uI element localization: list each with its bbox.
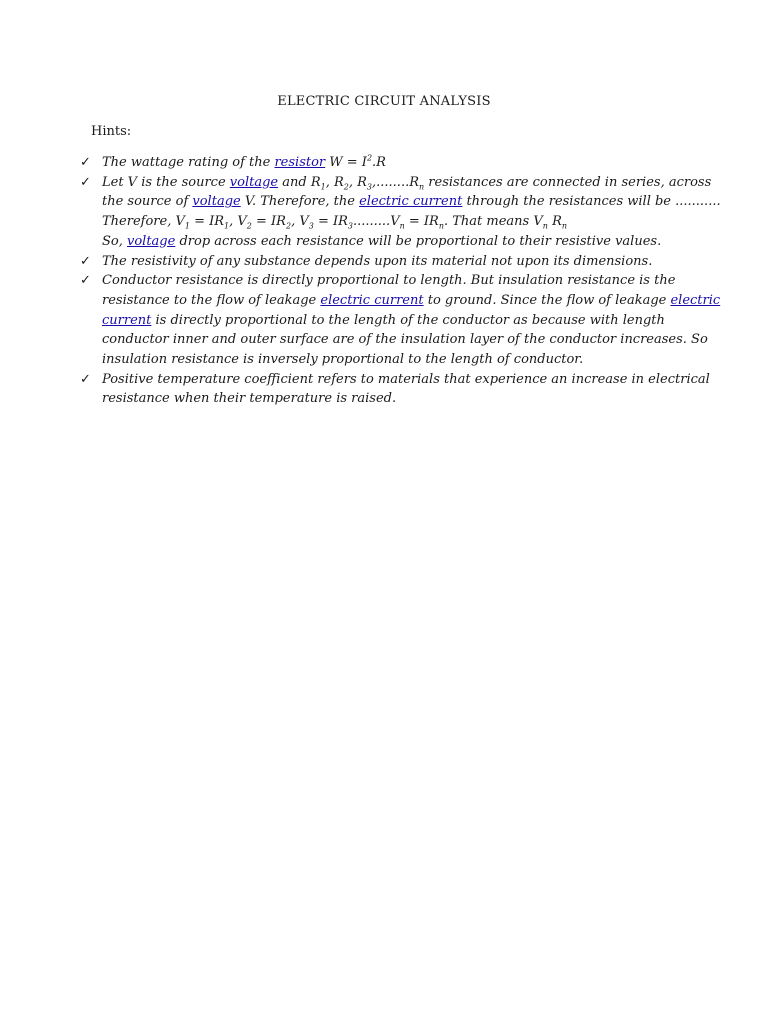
hint-text: and R: [278, 174, 321, 190]
hint-text: So,: [102, 233, 127, 249]
hint-text: to ground. Since the flow of leakage: [423, 292, 671, 308]
hint-item-series: [80, 173, 725, 252]
hint-text: = IR: [313, 214, 348, 230]
subscript: 3: [366, 182, 373, 192]
resistor-link[interactable]: resistor: [274, 155, 326, 170]
hint-text: , R: [325, 174, 344, 190]
checkmark-icon: ✓: [80, 371, 91, 387]
hint-text: = IR: [251, 214, 286, 230]
superscript: 2: [366, 153, 373, 163]
hint-text: , V: [291, 214, 309, 230]
hint-text: , R: [348, 174, 367, 190]
hint-text: Positive temperature coefficient refers to materials that experience an increase in electrical resistance when their temperature is raised.: [102, 371, 710, 407]
checkmark-icon: ✓: [80, 253, 91, 269]
subscript: 3: [308, 221, 314, 231]
subscript: 2: [343, 182, 349, 192]
hint-item-wattage: [80, 153, 725, 173]
hints-heading: Hints:: [91, 124, 132, 139]
voltage-link[interactable]: voltage: [229, 174, 279, 190]
hint-text: is directly proportional to the length of the conductor as because with length conductor inner and outer surface are of the insulation layer of the conductor increases. So insulation resistance is inversely proportional to the length of conductor.: [102, 312, 708, 368]
subscript: 2: [246, 221, 252, 231]
hint-text: resistances are connected in series, across the source of: [102, 174, 712, 210]
hint-text: through the resistances will be ........... Therefore, V: [102, 194, 721, 230]
subscript: n: [561, 221, 568, 231]
subscript: n: [542, 221, 548, 231]
checkmark-icon: ✓: [80, 174, 91, 190]
hint-item-resistivity: [80, 252, 725, 272]
checkmark-icon: ✓: [80, 273, 91, 289]
hint-text: W = I: [325, 155, 367, 170]
hint-text: The resistivity of any substance depends upon its material not upon its dimensions.: [102, 253, 653, 269]
hint-text: The wattage rating of the: [102, 155, 275, 170]
voltage-link[interactable]: voltage: [192, 194, 241, 210]
subscript: n: [419, 182, 425, 192]
subscript: 1: [320, 182, 326, 192]
hint-text: = IR: [189, 214, 225, 230]
subscript: n: [438, 221, 444, 231]
hint-text: R: [552, 214, 562, 230]
hint-text: V. Therefore, the: [240, 194, 360, 210]
hint-text: Conductor resistance is directly proportional to length. But insulation resistance is the resistance to the flow of leakage: [102, 273, 676, 308]
subscript: 1: [224, 221, 230, 231]
subscript: n: [399, 221, 405, 231]
page-title: ELECTRIC CIRCUIT ANALYSIS: [277, 94, 491, 109]
electric-current-link[interactable]: electric current: [320, 292, 424, 308]
voltage-link[interactable]: voltage: [127, 233, 176, 249]
hint-text: .R: [372, 155, 386, 170]
hint-text: ,........R: [372, 174, 419, 190]
subscript: 3: [347, 221, 353, 231]
electric-current-link[interactable]: electric current: [102, 292, 721, 328]
hint-text: , V: [229, 214, 247, 230]
subscript: 1: [184, 221, 190, 231]
electric-current-link[interactable]: electric current: [359, 194, 463, 210]
hint-text: . That means V: [444, 214, 543, 230]
hint-text: drop across each resistance will be proportional to their resistive values.: [175, 233, 662, 249]
hint-text: Let V is the source: [102, 174, 230, 190]
checkmark-icon: ✓: [80, 155, 91, 170]
subscript: 2: [285, 221, 292, 231]
hint-text: .........V: [353, 214, 400, 230]
hint-text: = IR: [404, 214, 439, 230]
hints-list: [80, 153, 725, 409]
hint-item-insulation: [80, 271, 725, 370]
hint-item-temperature: [80, 370, 725, 409]
